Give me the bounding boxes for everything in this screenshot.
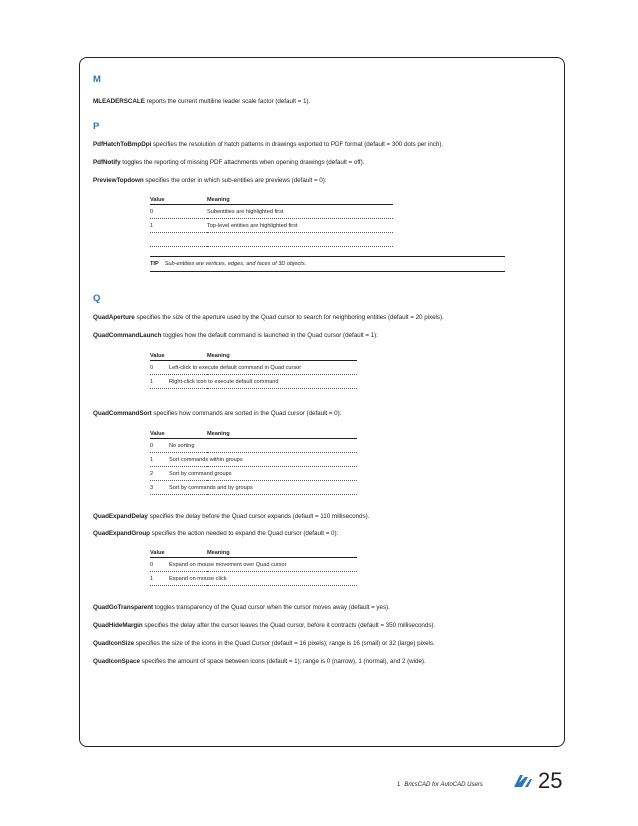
tip-text: Sub-entities are vertices, edges, and faces of 3D objects. [164, 261, 307, 267]
cell-meaning: Sort commands within groups [169, 453, 319, 467]
table-row [150, 361, 357, 375]
quadcommandlaunch-table [150, 353, 357, 389]
entry-quadcommandlaunch [93, 331, 378, 340]
table-header-row [150, 550, 357, 558]
description: specifies the delay after the cursor leaves the Quad cursor, before it contracts (default = 350 milliseconds). [142, 622, 436, 629]
cell-meaning: Expand on mouse movement over Quad cursor [169, 558, 319, 572]
section-letter-m: M [93, 74, 101, 85]
description: specifies the order in which sub-entities are previews (default = 0): [143, 177, 327, 184]
description: specifies how commands are sorted in the Quad cursor (default = 0): [151, 410, 342, 417]
cell-meaning: Sort by command groups [169, 467, 319, 481]
entry-pdfhatchtobmpdpi [93, 140, 443, 149]
term: QuadIconSize [93, 640, 135, 647]
entry-pdfnotify [93, 158, 364, 167]
term: QuadExpandGroup [93, 530, 150, 537]
cell-meaning [207, 233, 393, 247]
table-header-row [150, 431, 357, 439]
cell-value: 0 [150, 361, 207, 375]
description: specifies the resolution of hatch patterns in drawings exported to PDF format (default = 300 dots per inch). [151, 141, 444, 148]
column-header-meaning: Meaning [207, 550, 357, 558]
description: specifies the amount of space between icons (default = 1); range is 0 (narrow), 1 (normal), and 2 (wide). [139, 658, 426, 665]
table-header-row [150, 197, 393, 205]
page-footer [397, 782, 483, 788]
cell-value: 1 [150, 572, 207, 586]
column-header-meaning: Meaning [207, 353, 357, 361]
table-row [150, 439, 357, 453]
entry-quadiconspace [93, 657, 426, 666]
table-row [150, 219, 393, 233]
description: specifies the size of the aperture used by the Quad cursor to search for neighboring entities (default = 20 pixels). [134, 314, 444, 321]
chapter-number: 1 [397, 782, 401, 788]
book-title: BricsCAD for AutoCAD Users [404, 782, 483, 788]
table-row [150, 467, 357, 481]
cell-meaning: Left-click to execute default command in Quad cursor [169, 361, 319, 375]
tip-box [150, 256, 505, 272]
description: specifies the size of the icons in the Quad Cursor (default = 16 pixels); range is 16 (small) or 32 (large) pixels. [134, 640, 435, 647]
section-letter-p: P [93, 121, 100, 132]
term: QuadGoTransparent [93, 604, 154, 611]
term: QuadCommandSort [93, 410, 152, 417]
cell-value [150, 233, 207, 247]
entry-mleaderscale [93, 97, 310, 106]
cell-value: 0 [150, 558, 207, 572]
description: toggles how the default command is launched in the Quad cursor (default = 1): [161, 332, 378, 339]
cell-value: 1 [150, 219, 207, 233]
description: toggles the reporting of missing PDF attachments when opening drawings (default = off). [120, 159, 365, 166]
term: QuadCommandLaunch [93, 332, 162, 339]
term: MLEADERSCALE [93, 98, 145, 105]
entry-quadexpandgroup [93, 529, 338, 538]
section-letter-q: Q [93, 293, 101, 304]
cell-value: 3 [150, 481, 207, 495]
cell-meaning: No sorting [169, 439, 319, 453]
term: PdfHatchToBmpDpi [93, 141, 152, 148]
column-header-value: Value [150, 431, 207, 439]
description: specifies the action needed to expand the Quad cursor (default = 0): [149, 530, 339, 537]
description: toggles transparency of the Quad cursor when the cursor moves away (default = yes). [153, 604, 390, 611]
table-row [150, 453, 357, 467]
entry-quadcommandsort [93, 409, 341, 418]
entry-previewtopdown [93, 176, 327, 185]
quadexpandgroup-table [150, 550, 357, 586]
table-row [150, 558, 357, 572]
term: QuadHideMargin [93, 622, 143, 629]
term: QuadAperture [93, 314, 135, 321]
cell-value: 2 [150, 467, 207, 481]
page-number: 25 [538, 768, 563, 793]
cell-value: 1 [150, 375, 207, 389]
cell-meaning: Sort by commands and by groups [169, 481, 319, 495]
table-row [150, 375, 357, 389]
cell-meaning: Subentities are highlighted first [207, 205, 393, 219]
cell-meaning: Top-level entities are highlighted first [207, 219, 393, 233]
description: specifies the delay before the Quad cursor expands (default = 110 milliseconds). [147, 513, 370, 520]
term: PdfNotify [93, 159, 121, 166]
cell-value: 1 [150, 453, 207, 467]
entry-quadexpanddelay [93, 512, 369, 521]
column-header-meaning: Meaning [207, 431, 357, 439]
cell-value: 0 [150, 439, 207, 453]
previewtopdown-table [150, 197, 393, 247]
description: reports the current multiline leader scale factor (default = 1). [144, 98, 311, 105]
entry-quadgotransparent [93, 603, 390, 612]
term: QuadExpandDelay [93, 513, 148, 520]
cell-meaning: Expand on mouse click [169, 572, 319, 586]
table-row [150, 572, 357, 586]
entry-quadhidemargin [93, 621, 435, 630]
term: QuadIconSpace [93, 658, 140, 665]
quadcommandsort-table [150, 431, 357, 495]
column-header-value: Value [150, 353, 207, 361]
column-header-value: Value [150, 197, 207, 205]
tip-label: TIP [150, 261, 159, 267]
cell-meaning: Right-click icon to execute default command [169, 375, 319, 389]
table-row [150, 233, 393, 247]
entry-quadaperture [93, 313, 444, 322]
term: PreviewTopdown [93, 177, 144, 184]
column-header-value: Value [150, 550, 207, 558]
table-row [150, 205, 393, 219]
entry-quadiconsize [93, 639, 435, 648]
column-header-meaning: Meaning [207, 197, 393, 205]
table-header-row [150, 353, 357, 361]
cell-value: 0 [150, 205, 207, 219]
table-row [150, 481, 357, 495]
bricscad-logo-icon [513, 774, 533, 788]
